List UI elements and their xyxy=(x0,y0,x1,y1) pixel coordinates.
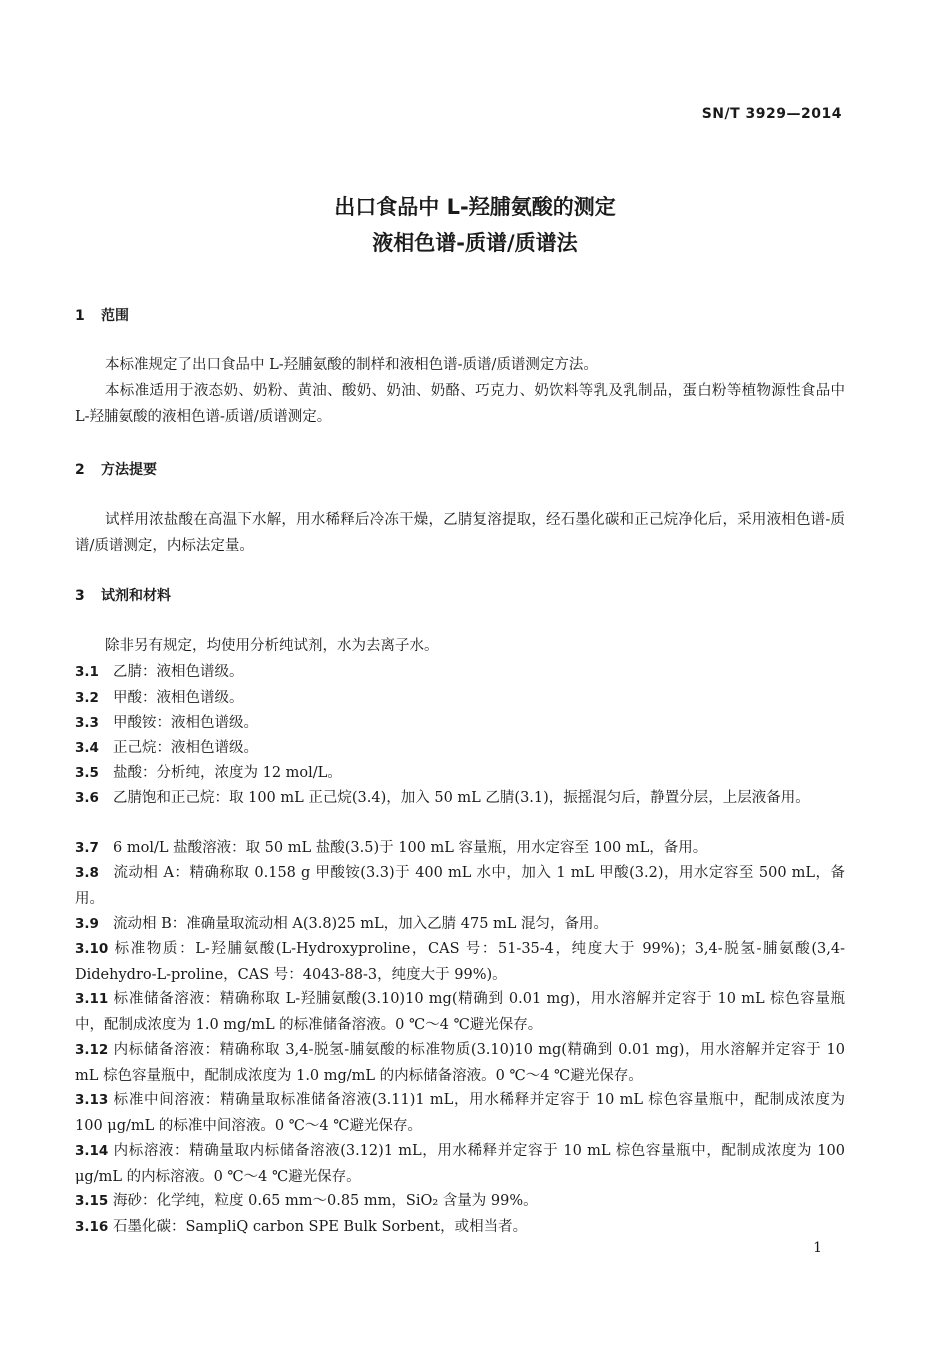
item-number: 3.2 xyxy=(75,690,99,706)
item-number: 3.4 xyxy=(75,740,99,756)
item-text: 盐酸：分析纯，浓度为 12 mol/L。 xyxy=(113,765,342,781)
section-title: 范围 xyxy=(101,308,129,324)
list-item xyxy=(75,1214,845,1240)
list-item xyxy=(75,1188,845,1214)
list-item xyxy=(75,710,845,736)
item-text: 海砂：化学纯，粒度 0.65 mm～0.85 mm，SiO₂ 含量为 99%。 xyxy=(113,1193,538,1209)
item-number: 3.12 xyxy=(75,1042,109,1058)
document-title-line2: 液相色谱-质谱/质谱法 xyxy=(372,231,578,255)
item-text: 内标溶液：精确量取内标储备溶液(3.12)1 mL，用水稀释并定容于 10 mL 棕色容量瓶中，配制成浓度为 100 μg/mL 的内标溶液。0 ℃～4 ℃避光保存。 xyxy=(75,1143,845,1185)
list-item xyxy=(75,936,845,988)
list-item xyxy=(75,1087,845,1139)
item-text: 乙腈饱和正己烷：取 100 mL 正己烷(3.4)，加入 50 mL 乙腈(3.1)，振摇混匀后，静置分层，上层液备用。 xyxy=(113,790,810,806)
item-number: 3.5 xyxy=(75,765,99,781)
list-item xyxy=(75,785,845,811)
list-item xyxy=(75,911,845,937)
list-item xyxy=(75,860,845,912)
list-item xyxy=(75,760,845,786)
section-2-paragraph-1: 试样用浓盐酸在高温下水解，用水稀释后冷冻干燥，乙腈复溶提取，经石墨化碳和正己烷净化后，采用液相色谱-质谱/质谱测定，内标法定量。 xyxy=(75,512,845,554)
section-title: 试剂和材料 xyxy=(101,588,171,604)
item-number: 3.7 xyxy=(75,840,99,856)
item-number: 3.8 xyxy=(75,865,99,881)
item-number: 3.15 xyxy=(75,1193,109,1209)
item-text: 6 mol/L 盐酸溶液：取 50 mL 盐酸(3.5)于 100 mL 容量瓶，用水定容至 100 mL，备用。 xyxy=(113,840,708,856)
item-text: 标准物质：L-羟脯氨酸(L-Hydroxyproline，CAS 号：51-35-4，纯度大于 99%)；3,4-脱氢-脯氨酸(3,4-Didehydro-L-proline，CAS 号：4043-88-3，纯度大于 99%)。 xyxy=(75,941,845,983)
list-item xyxy=(75,659,845,685)
item-text: 流动相 B：准确量取流动相 A(3.8)25 mL，加入乙腈 475 mL 混匀，备用。 xyxy=(113,916,609,932)
list-item xyxy=(75,735,845,761)
item-number: 3.13 xyxy=(75,1092,109,1108)
item-number: 3.1 xyxy=(75,664,99,680)
section-3-heading xyxy=(75,585,171,605)
item-number: 3.14 xyxy=(75,1143,109,1159)
section-2-heading xyxy=(75,459,157,479)
item-number: 3.3 xyxy=(75,715,99,731)
list-item xyxy=(75,1138,845,1190)
section-number: 1 xyxy=(75,308,85,324)
section-1-paragraph-1: 本标准规定了出口食品中 L-羟脯氨酸的制样和液相色谱-质谱/质谱测定方法。 xyxy=(105,357,598,373)
list-item xyxy=(75,1037,845,1089)
list-item xyxy=(75,835,845,861)
item-text: 标准储备溶液：精确称取 L-羟脯氨酸(3.10)10 mg(精确到 0.01 mg)，用水溶解并定容于 10 mL 棕色容量瓶中，配制成浓度为 1.0 mg/mL 的标准储备溶液。0 ℃～4 ℃避光保存。 xyxy=(75,991,845,1033)
section-1-heading xyxy=(75,305,129,325)
item-text: 甲酸铵：液相色谱级。 xyxy=(113,715,258,731)
item-text: 流动相 A：精确称取 0.158 g 甲酸铵(3.3)于 400 mL 水中，加入 1 mL 甲酸(3.2)，用水定容至 500 mL，备用。 xyxy=(75,865,845,907)
item-number: 3.11 xyxy=(75,991,109,1007)
item-text: 内标储备溶液：精确称取 3,4-脱氢-脯氨酸的标准物质(3.10)10 mg(精确到 0.01 mg)，用水溶解并定容于 10 mL 棕色容量瓶中，配制成浓度为 1.0 mg/mL 的内标储备溶液。0 ℃～4 ℃避光保存。 xyxy=(75,1042,845,1084)
item-text: 乙腈：液相色谱级。 xyxy=(113,664,244,680)
list-item xyxy=(75,685,845,711)
section-1-paragraph-2: 本标准适用于液态奶、奶粉、黄油、酸奶、奶油、奶酪、巧克力、奶饮料等乳及乳制品，蛋白粉等植物源性食品中 L-羟脯氨酸的液相色谱-质谱/质谱测定。 xyxy=(75,383,845,425)
section-title: 方法提要 xyxy=(101,462,157,478)
standard-code: SN/T 3929—2014 xyxy=(701,106,842,122)
item-text: 标准中间溶液：精确量取标准储备溶液(3.11)1 mL，用水稀释并定容于 10 mL 棕色容量瓶中，配制成浓度为 100 μg/mL 的标准中间溶液。0 ℃～4 ℃避光保存。 xyxy=(75,1092,845,1134)
section-number: 3 xyxy=(75,588,85,604)
item-number: 3.9 xyxy=(75,916,99,932)
item-text: 正己烷：液相色谱级。 xyxy=(113,740,258,756)
item-text: 石墨化碳：SampliQ carbon SPE Bulk Sorbent，或相当者。 xyxy=(113,1219,528,1235)
section-number: 2 xyxy=(75,462,85,478)
item-number: 3.10 xyxy=(75,941,109,957)
item-number: 3.16 xyxy=(75,1219,109,1235)
section-3-intro: 除非另有规定，均使用分析纯试剂，水为去离子水。 xyxy=(105,638,439,654)
document-title-line1: 出口食品中 L-羟脯氨酸的测定 xyxy=(334,195,616,219)
item-text: 甲酸：液相色谱级。 xyxy=(113,690,244,706)
page-number: 1 xyxy=(813,1240,822,1256)
item-number: 3.6 xyxy=(75,790,99,806)
list-item xyxy=(75,986,845,1038)
